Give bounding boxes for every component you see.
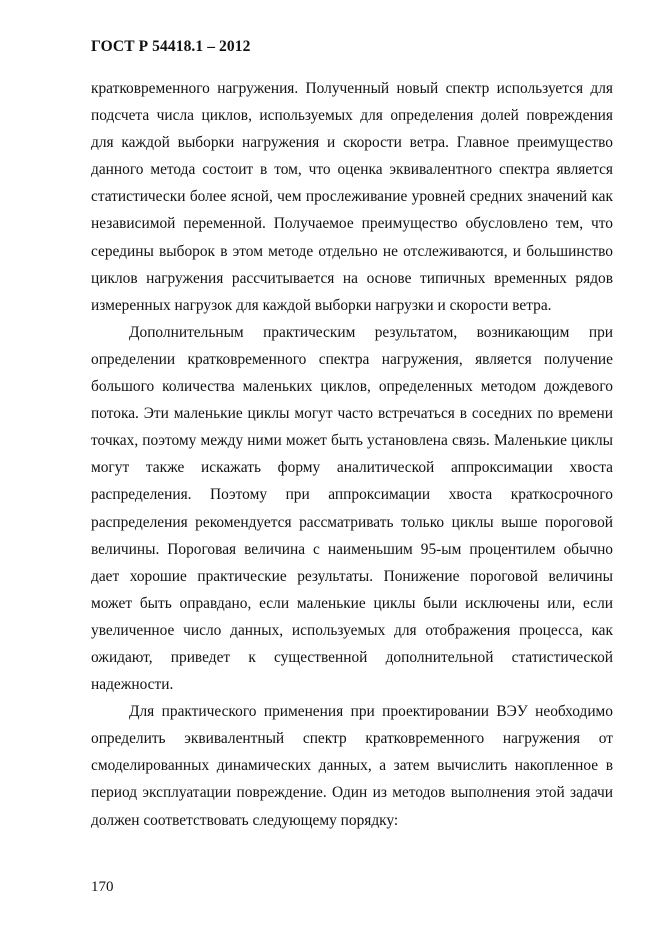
- document-body: [91, 75, 613, 834]
- paragraph: Для практического применения при проектировании ВЭУ необходимо определить эквивалентный спектр кратковременного нагружения от смоделированных динамических данных, а затем вычислить накопленное в период эксплуатации повреждение. Один из методов выполнения этой задачи должен соответствовать следующему порядку:: [91, 703, 613, 829]
- document-header: ГОСТ Р 54418.1 – 2012: [91, 38, 251, 55]
- paragraph-continuation: кратковременного нагружения. Полученный новый спектр используется для подсчета числа циклов, используемых для определения долей повреждения для каждой выборки нагружения и скорости ветра. Главное преимущество данного метода состоит в том, что оценка эквивалентного спектра является статистически более ясной, чем прослеживание уровней средних значений как независимой переменной. Получаемое преимущество обусловлено тем, что середины выборок в этом методе отдельно не отслеживаются, и большинство циклов нагружения рассчитывается на основе типичных временных рядов измеренных нагрузок для каждой выборки нагрузки и скорости ветра.: [91, 80, 613, 314]
- paragraph: Дополнительным практическим результатом, возникающим при определении кратковременного спектра нагружения, является получение большого количества маленьких циклов, определенных методом дождевого потока. Эти маленькие циклы могут часто встречаться в соседних по времени точках, поэтому между ними может быть установлена связь. Маленькие циклы могут также искажать форму аналитической аппроксимации хвоста распределения. Поэтому при аппроксимации хвоста краткосрочного распределения рекомендуется рассматривать только циклы выше пороговой величины. Пороговая величина с наименьшим 95-ым процентилем обычно дает хорошие практические результаты. Понижение пороговой величины может быть оправдано, если маленькие циклы были исключены или, если увеличенное число данных, используемых для отображения процесса, как ожидают, приведет к существенной дополнительной статистической надежности.: [91, 323, 613, 694]
- page-number: 170: [91, 879, 114, 895]
